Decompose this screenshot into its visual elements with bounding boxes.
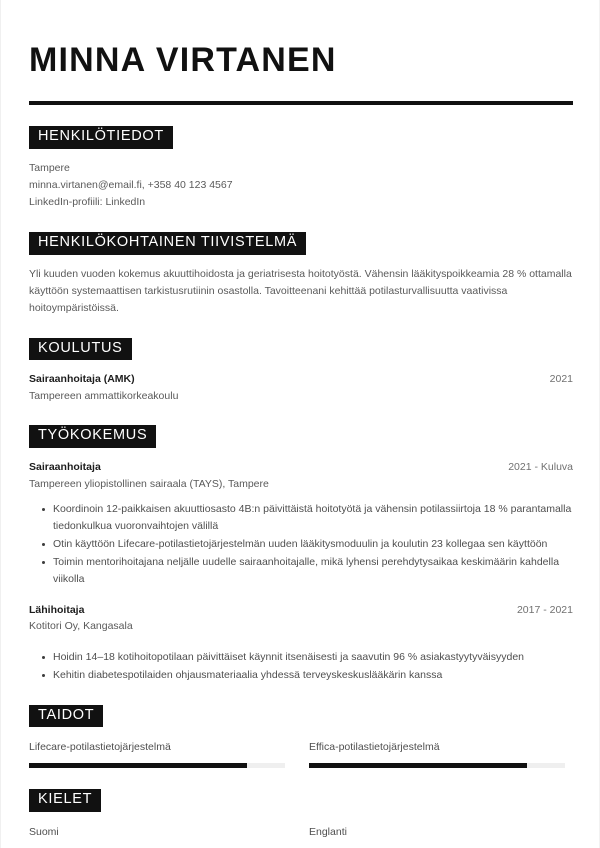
experience-date: 2017 - 2021 <box>516 603 573 616</box>
education-institution: Tampereen ammattikorkeakoulu <box>29 390 179 403</box>
education-entry-header <box>29 372 573 388</box>
skill-label: Effica-potilastietojärjestelmä <box>309 741 440 754</box>
contact-email-phone: minna.virtanen@email.fi, +358 40 123 4567 <box>29 179 233 192</box>
education-degree: Sairaanhoitaja (AMK) <box>29 373 135 386</box>
section-heading-experience: TYÖKOKEMUS <box>29 425 156 448</box>
section-heading-summary: HENKILÖKOHTAINEN TIIVISTELMÄ <box>29 232 306 255</box>
header-divider <box>29 101 573 105</box>
experience-date: 2021 - Kuluva <box>508 461 573 474</box>
education-date: 2021 <box>549 373 573 386</box>
experience-bullet-list <box>29 649 573 684</box>
skill-label: Lifecare-potilastietojärjestelmä <box>29 741 171 754</box>
languages-grid <box>29 825 573 848</box>
language-item <box>29 825 285 848</box>
section-heading-skills: TAIDOT <box>29 705 103 728</box>
summary-text: Yli kuuden vuoden kokemus akuuttihoidosta ja geriatrisesta hoitotyöstä. Vähensin lääkityspoikkeamia 28 % ottamalla käyttöön systemaattisen tarkistusrutiinin osastolla. Tavoitteenani kehittää potilasturvallisuutta vaativissa hoitoympäristöissä. <box>29 267 572 314</box>
skill-level-fill <box>309 763 527 768</box>
skills-grid <box>29 740 573 768</box>
skill-item <box>309 740 565 768</box>
contact-location: Tampere <box>29 162 70 175</box>
section-heading-languages: KIELET <box>29 789 101 812</box>
experience-job-title: Sairaanhoitaja <box>29 461 101 474</box>
experience-employer: Kotitori Oy, Kangasala <box>29 620 133 633</box>
list-item: Koordinoin 12-paikkaisen akuuttiosasto 4B:n päivittäistä hoitotyötä ja vähensin potilassiirtoja 18 % parantamalla tiedonkulkua vuoronvaihtojen välillä <box>29 501 573 535</box>
contact-block <box>29 160 573 211</box>
skill-level-fill <box>29 763 247 768</box>
list-item: Toimin mentorihoitajana neljälle uudelle sairaanhoitajalle, mikä lyhensi perehdytysaikaa keskimäärin kahdella viikolla <box>29 554 573 588</box>
contact-linkedin: LinkedIn-profiili: LinkedIn <box>29 196 146 209</box>
cv-content <box>29 0 573 848</box>
experience-job-title: Lähihoitaja <box>29 603 85 616</box>
experience-entry-header <box>29 460 573 476</box>
skill-level-bar <box>29 763 285 768</box>
experience-entry <box>29 603 573 684</box>
experience-entry-header <box>29 603 573 619</box>
experience-entry <box>29 460 573 589</box>
section-education <box>29 338 573 405</box>
list-item: Hoidin 14–18 kotihoitopotilaan päivittäiset käynnit itsenäisesti ja saavutin 96 % asiakastyytyväisyyden <box>29 649 573 666</box>
language-label: Suomi <box>29 825 59 838</box>
skill-level-bar <box>309 763 565 768</box>
section-languages <box>29 789 573 848</box>
education-entry <box>29 372 573 404</box>
language-item <box>309 825 565 848</box>
page-title: MINNA VIRTANEN <box>29 41 337 79</box>
skill-item <box>29 740 285 768</box>
section-heading-education: KOULUTUS <box>29 338 132 361</box>
list-item: Kehitin diabetespotilaiden ohjausmateriaalia yhdessä terveyskeskuslääkärin kanssa <box>29 667 573 684</box>
section-experience <box>29 425 573 683</box>
section-heading-personal: HENKILÖTIEDOT <box>29 126 173 149</box>
section-skills <box>29 705 573 768</box>
section-personal-details <box>29 126 573 211</box>
experience-employer: Tampereen yliopistollinen sairaala (TAYS), Tampere <box>29 477 269 490</box>
language-label: Englanti <box>309 825 347 838</box>
list-item: Otin käyttöön Lifecare-potilastietojärjestelmän uuden lääkitysmoduulin ja koulutin 23 kollegaa sen käyttöön <box>29 536 573 553</box>
section-summary <box>29 232 573 317</box>
experience-bullet-list <box>29 501 573 589</box>
